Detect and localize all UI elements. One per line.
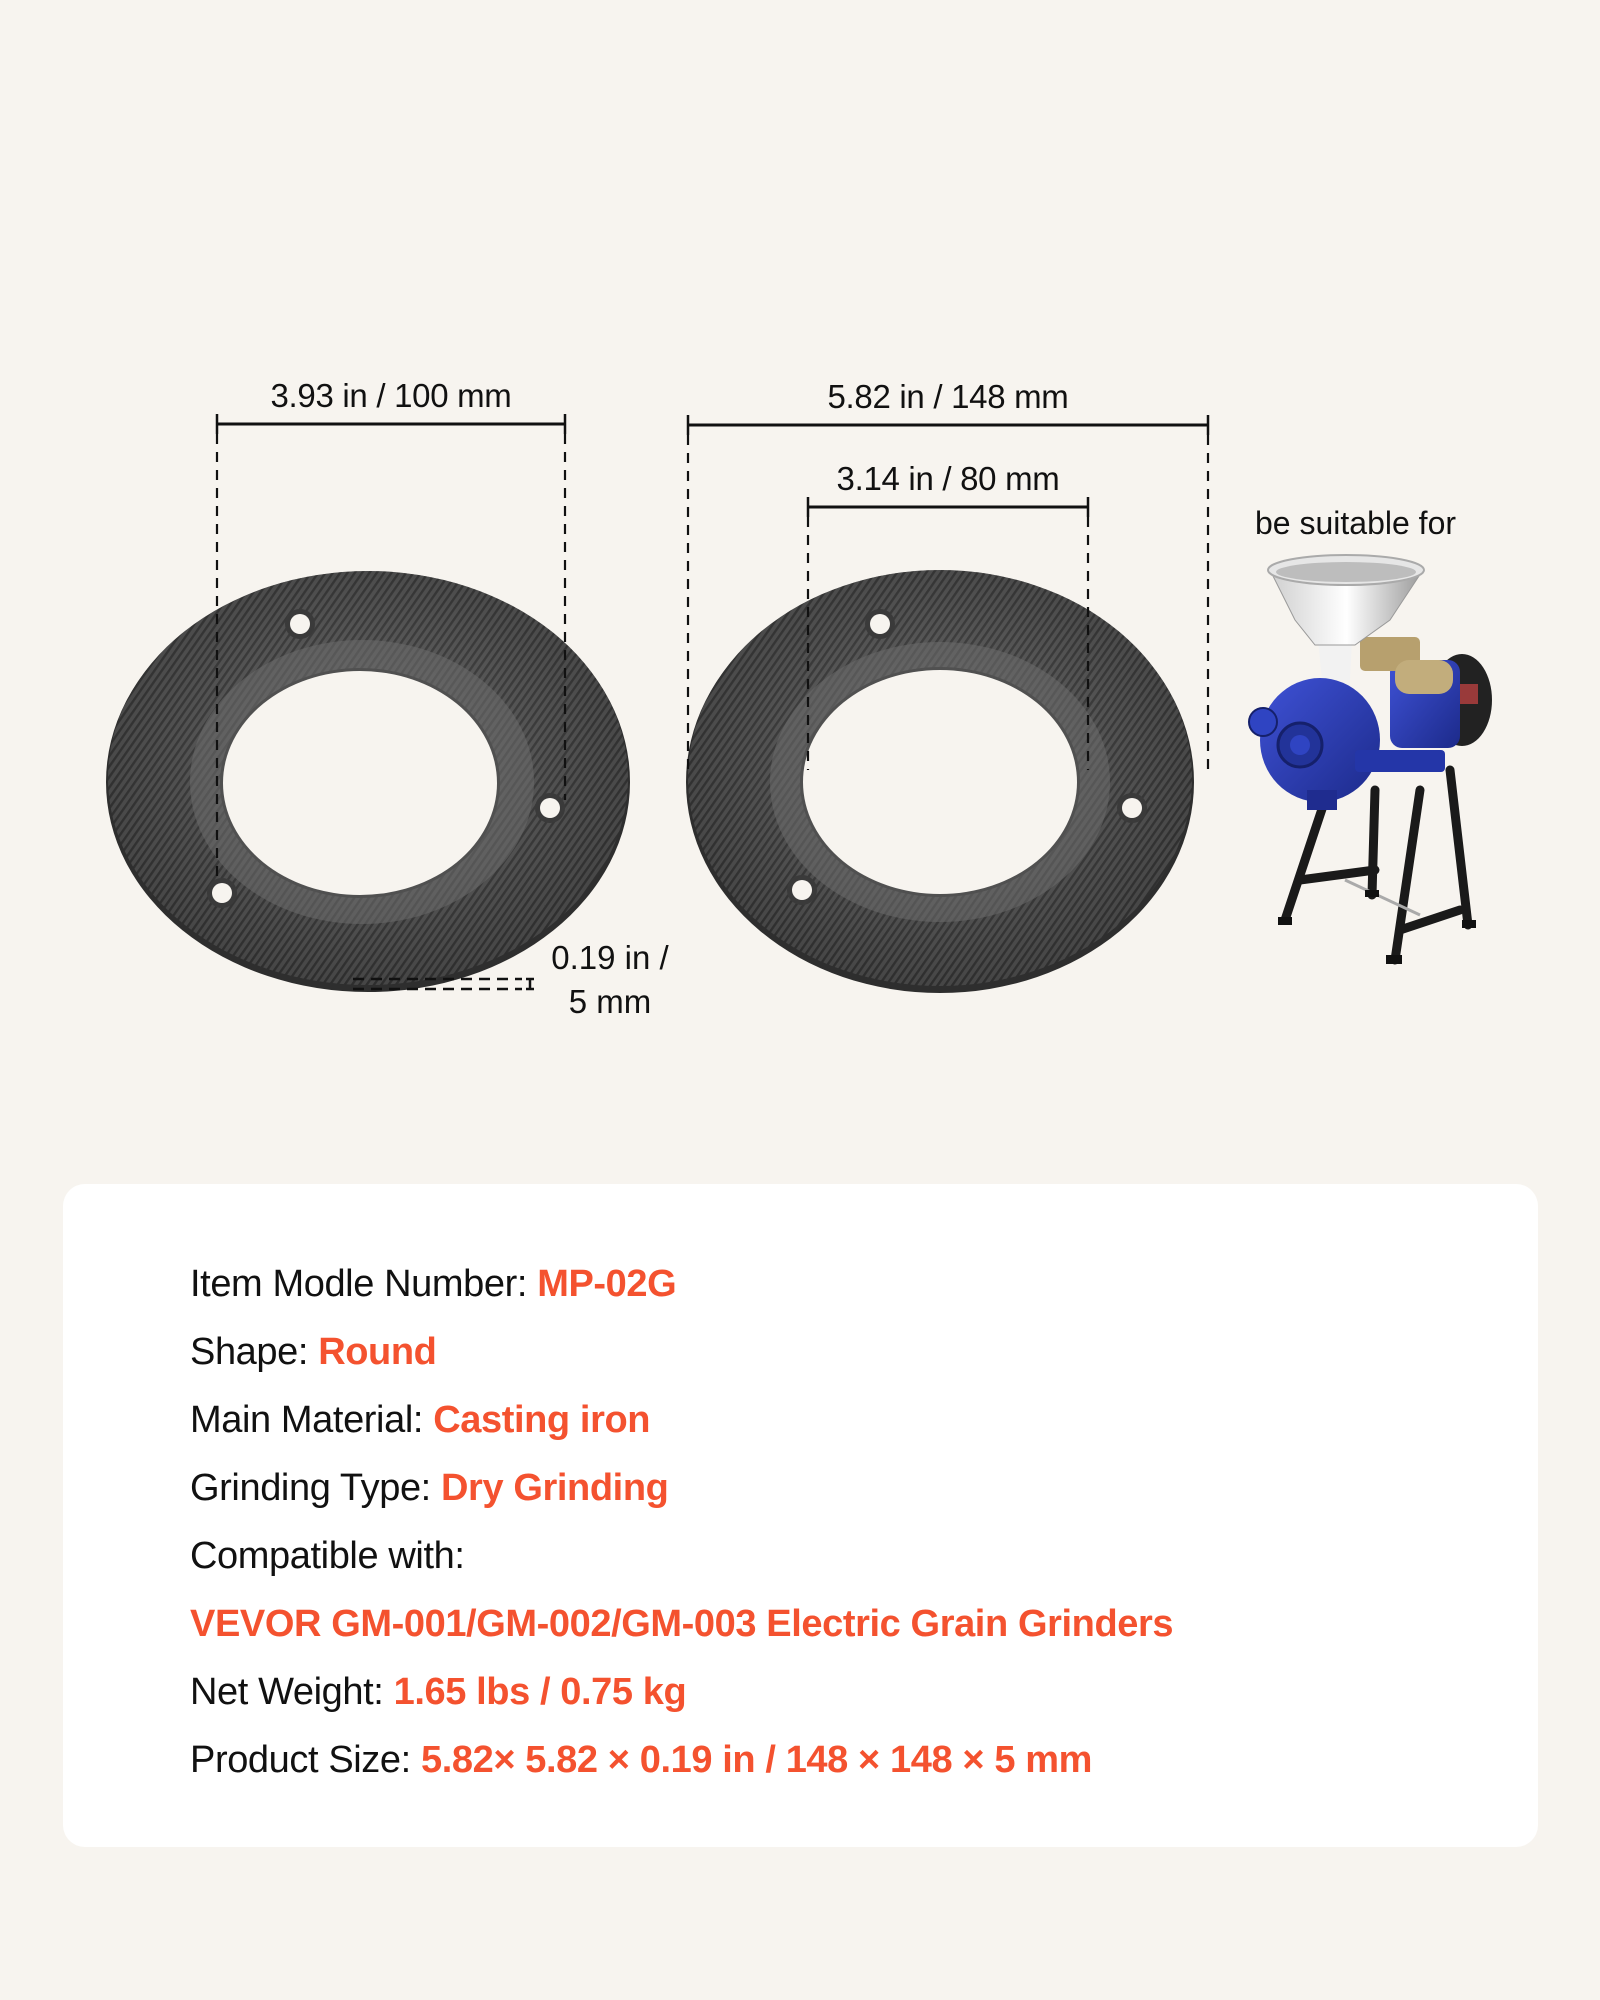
spec-key: Item Modle Number:: [190, 1263, 538, 1305]
thickness-label: [540, 936, 680, 1024]
spec-row-model-number: [190, 1250, 1173, 1318]
spec-list: [190, 1250, 1173, 1794]
thickness-label-line1: 0.19 in /: [551, 939, 669, 976]
left-burr-image: [106, 571, 630, 992]
suitable-for-label: be suitable for: [1255, 505, 1457, 541]
spec-value: Casting iron: [433, 1399, 651, 1441]
spec-value: Round: [318, 1331, 437, 1373]
spec-row-compatible-models: [190, 1590, 1173, 1658]
spec-key: Compatible with:: [190, 1535, 465, 1577]
spec-value: 5.82× 5.82 × 0.19 in / 148 × 148 × 5 mm: [420, 1739, 1092, 1781]
spec-card: [63, 1184, 1538, 1847]
spec-key: Shape:: [190, 1331, 319, 1373]
spec-row-compatible-label: [190, 1522, 1173, 1590]
spec-row-shape: [190, 1318, 1173, 1386]
spec-value: 1.65 lbs / 0.75 kg: [393, 1671, 687, 1713]
spec-value: VEVOR GM-001/GM-002/GM-003 Electric Grain Grinders: [190, 1603, 1174, 1645]
left-inner-diameter-label: 3.93 in / 100 mm: [270, 377, 512, 414]
spec-row-material: [190, 1386, 1173, 1454]
thickness-label-line2: 5 mm: [568, 983, 652, 1020]
spec-row-product-size: [190, 1726, 1173, 1794]
spec-key: Net Weight:: [190, 1671, 394, 1713]
right-outer-diameter-label: 5.82 in / 148 mm: [827, 378, 1069, 415]
spec-key: Main Material:: [190, 1399, 434, 1441]
electric-grain-grinder-image: [1249, 555, 1492, 964]
spec-value: MP-02G: [537, 1263, 677, 1305]
spec-key: Grinding Type:: [190, 1467, 442, 1509]
spec-value: Dry Grinding: [441, 1467, 669, 1509]
spec-key: Product Size:: [190, 1739, 421, 1781]
right-burr-image: [686, 570, 1194, 993]
right-inner-diameter-label: 3.14 in / 80 mm: [836, 460, 1060, 497]
spec-row-net-weight: [190, 1658, 1173, 1726]
spec-row-grinding-type: [190, 1454, 1173, 1522]
